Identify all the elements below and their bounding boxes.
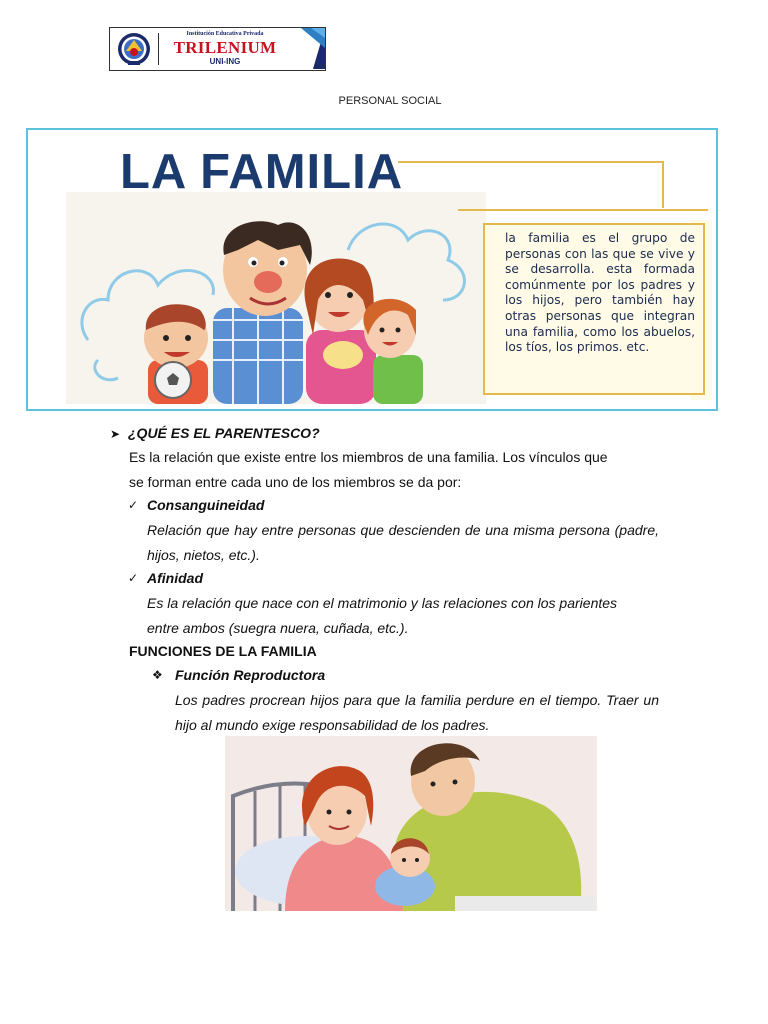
- item-consanguineidad-title: Consanguineidad: [147, 497, 265, 513]
- family-banner: [26, 128, 718, 411]
- parentesco-definition: [129, 445, 659, 494]
- function-reproductora-text: Los padres procrean hijos para que la familia perdure en el tiempo. Traer un hijo al mundo exige responsabilidad de los padres.: [175, 692, 659, 733]
- diamond-bullet-icon: ❖: [152, 668, 163, 682]
- school-logo: [109, 27, 326, 71]
- course-name: PERSONAL SOCIAL: [338, 95, 442, 107]
- school-emblem-icon: [116, 31, 152, 67]
- item-afinidad-text: [147, 591, 659, 640]
- functions-heading: FUNCIONES DE LA FAMILIA: [129, 643, 317, 659]
- parentesco-line-1: Es la relación que existe entre los miembros de una familia. Los vínculos que: [129, 449, 608, 465]
- banner-title: LA FAMILIA: [120, 145, 404, 199]
- logo-corner-decoration: [291, 28, 325, 69]
- function-reproductora-title: Función Reproductora: [175, 667, 326, 683]
- item-consanguineidad-text: Relación que hay entre personas que descienden de una misma persona (padre, hijos, nietos, etc.).: [147, 522, 659, 563]
- checkmark-bullet-icon: ✓: [128, 498, 139, 512]
- logo-divider: [158, 33, 159, 65]
- logo-subtitle: UNI-ING: [209, 57, 241, 66]
- checkmark-bullet-icon: ✓: [128, 571, 139, 585]
- afinidad-line-2: entre ambos (suegra nuera, cuñada, etc.).: [147, 619, 409, 636]
- parentesco-line-2: se forman entre cada uno de los miembros se da por:: [129, 473, 462, 490]
- logo-institution-type: Institución Educativa Privada: [186, 31, 264, 37]
- section-question: ¿QUÉ ES EL PARENTESCO?: [128, 425, 320, 441]
- parents-with-baby-illustration: [225, 736, 597, 911]
- definition-box: la familia es el grupo de personas con las que se vive y se desarrolla. esta formada comúnmente por los padres y los hijos, pero también hay otras personas que integran una familia, como los abuelos, los tíos, los primos. etc.: [483, 223, 705, 395]
- logo-name: TRILENIUM: [173, 38, 277, 57]
- afinidad-line-1: Es la relación que nace con el matrimonio y las relaciones con los parientes: [147, 595, 618, 611]
- item-afinidad-title: Afinidad: [147, 570, 203, 586]
- arrow-bullet-icon: ➤: [110, 427, 121, 441]
